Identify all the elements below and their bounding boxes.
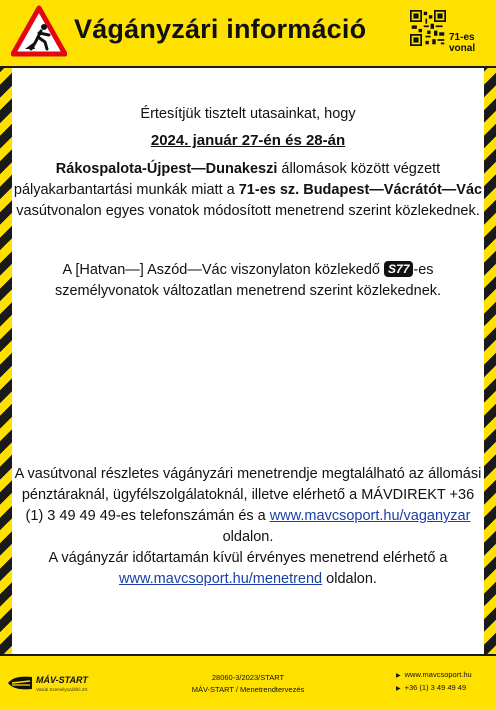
closure-date: 2024. január 27-én és 28-án	[150, 132, 346, 149]
page-title: Vágányzári információ	[74, 14, 367, 44]
unchanged-service-note: A [Hatvan—] Aszód—Vác viszonylaton közlekedő S77 -es személyvonatok változatlan menetrend szerint közlekednek.	[54, 262, 442, 299]
greeting-text: Értesítjük tisztelt utasainkat, hogy	[140, 106, 356, 122]
phone-text: +36 (1) 3 49 49 49	[404, 683, 467, 692]
website-text[interactable]: www.mavcsoport.hu	[404, 670, 472, 679]
contact-info	[396, 669, 472, 695]
train-logo-icon	[6, 673, 34, 693]
header-bar	[0, 0, 496, 68]
line-number-label: 71-es vonal	[449, 32, 476, 54]
vaganyzar-link[interactable]: www.mavcsoport.hu/vaganyzar	[269, 508, 471, 524]
footer-bar	[0, 654, 496, 709]
document-reference: 28060-3/2023/START MÁV-START / Menetrendtervezés	[191, 673, 305, 694]
roadwork-warning-sign-icon	[11, 5, 67, 57]
timetable-info: A vasútvonal részletes vágányzári menetrendje megtalálható az állomási pénztáraknál, ügyfélszolgálatoknál, illetve elérhető a MÁVDIREKT +36 (1) 3 49 49 49-es telefonszámán és a www.mavcsoport.hu/vaganyzar oldalon. A vágányzár időtartamán kívül érvényes menetrend elérhető a www.mavcsoport.hu/menetrend oldalon.	[14, 466, 482, 587]
notice-body	[12, 68, 484, 654]
arrow-right-icon: ▶	[396, 686, 401, 692]
arrow-right-icon: ▶	[396, 673, 401, 679]
s77-line-badge: S77	[384, 261, 413, 277]
menetrend-link[interactable]: www.mavcsoport.hu/menetrend	[119, 571, 323, 587]
mav-start-logo: MÁV-START Vasúti Személyszállító Zrt.	[6, 670, 96, 698]
closure-description: Rákospalota-Újpest—Dunakeszi állomások között végzett pályakarbantartási munkák miatt a 71-es sz. Budapest—Vácrátót—Vác vasútvonalon egyes vonatok módosított menetrend szerint közlekednek.	[13, 161, 483, 219]
qr-code-icon	[410, 10, 446, 46]
